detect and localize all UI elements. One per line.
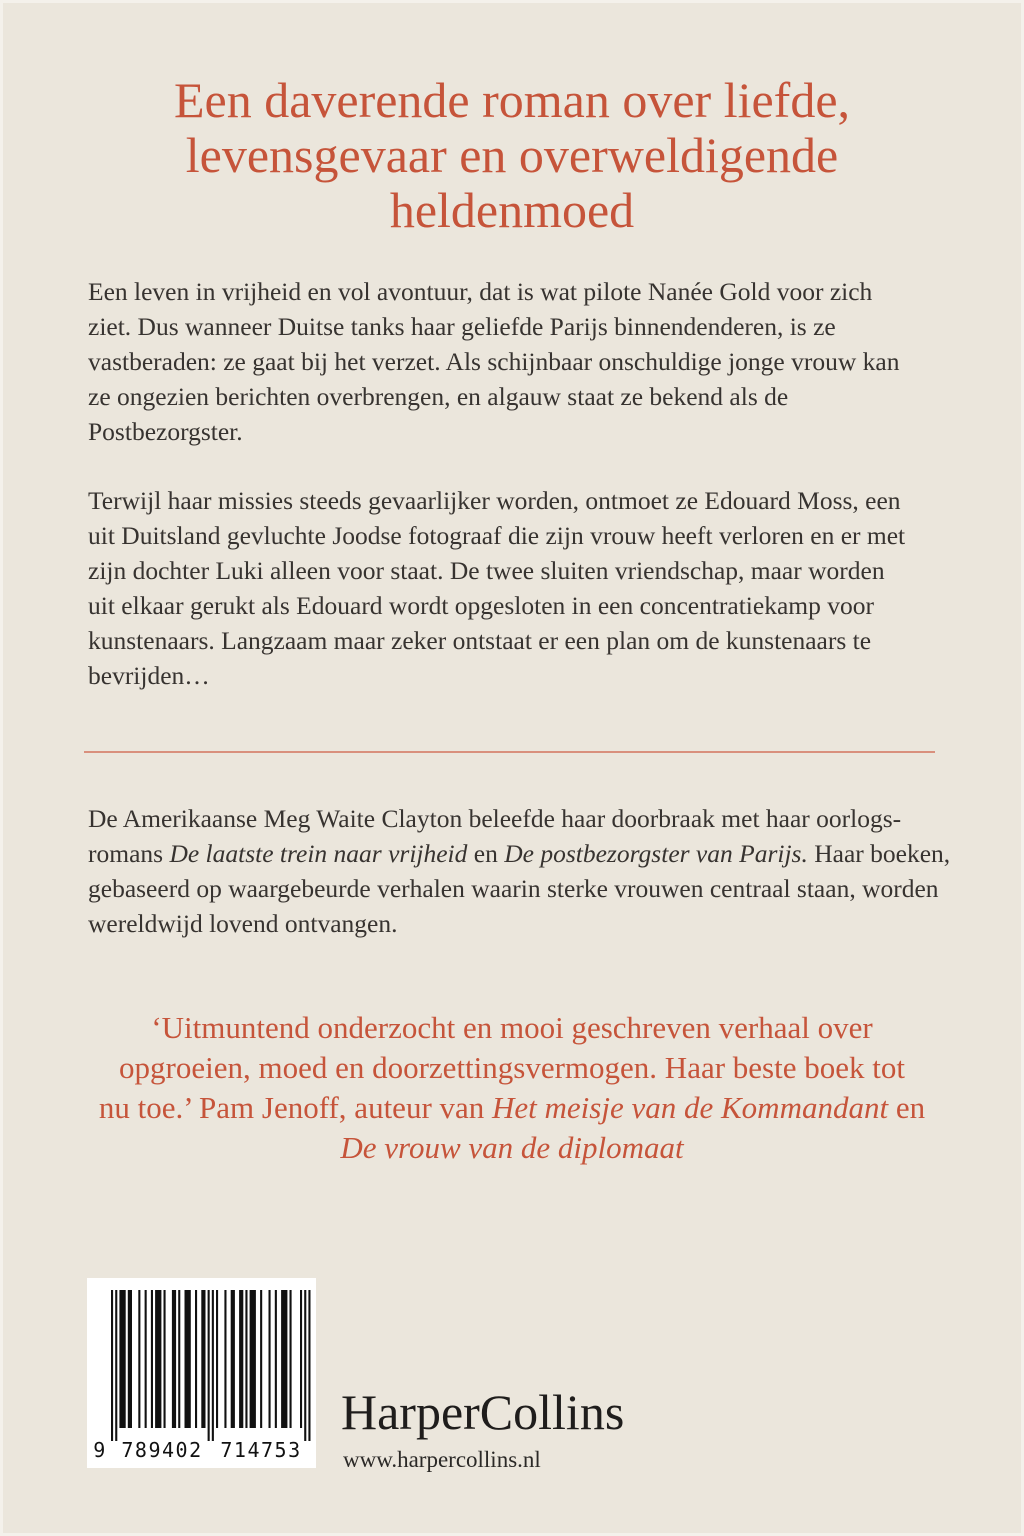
barcode-bar [201,1290,205,1428]
barcode-bar [290,1290,292,1428]
barcode-guard-bar [212,1290,214,1441]
barcode-first-digit: 9 [93,1438,107,1462]
synopsis-line: vastberaden: ze gaat bij het verzet. Als schijnbaar onschuldige jonge vrouw kan [88,347,900,376]
publisher-logo: HarperCollins [341,1384,625,1440]
barcode-bar [195,1290,197,1428]
review-quote [0,1008,1024,1168]
book-title-postbezorgster: De postbezorgster van Parijs. [504,839,808,868]
synopsis-line: ziet. Dus wanneer Duitse tanks haar geliefde Parijs binnendenderen, is ze [88,312,836,341]
synopsis-line: kunstenaars. Langzaam maar zeker ontstaat er een plan om de kunstenaars te [88,626,872,655]
barcode-guard-bar [111,1290,113,1441]
headline-line: Een daverende roman over liefde, [173,72,851,128]
synopsis-line: Een leven in vrijheid en vol avontuur, dat is wat pilote Nanée Gold voor zich [88,277,873,306]
section-divider [84,751,935,753]
synopsis-line: uit Duitsland gevluchte Joodse fotograaf die zijn vrouw heeft verloren en er met [88,521,906,550]
synopsis-line: Postbezorgster. [88,417,243,446]
synopsis-line: ze ongezien berichten overbrengen, en algauw staat ze bekend als de [88,382,789,411]
barcode-bar [231,1290,235,1428]
barcode-bar [151,1290,153,1428]
barcode-bar [138,1290,140,1428]
barcode-bar [300,1290,302,1428]
barcode-bar [172,1290,176,1428]
barcode-bar [239,1290,243,1428]
barcode-bar [275,1290,277,1428]
headline-line: levensgevaar en overweldigende [185,127,839,183]
barcode-bar [128,1290,132,1428]
barcode-bars [111,1290,311,1441]
book-title-diplomaat: De vrouw van de diplomaat [340,1130,684,1165]
synopsis-line: uit elkaar gerukt als Edouard wordt opgesloten in een concentratiekamp voor [88,591,874,620]
barcode-guard-bar [208,1290,210,1441]
headline-line: heldenmoed [389,182,635,238]
quote-line [0,1128,1024,1168]
bio-text-segment: romans [88,839,170,868]
barcode-bar [164,1290,166,1428]
barcode-bar [260,1290,262,1428]
book-title-laatste-trein: De laatste trein naar vrijheid [169,839,468,868]
quote-text-segment: en [888,1090,926,1125]
bio-text-segment: Haar boeken, [807,839,951,868]
synopsis-line: Terwijl haar missies steeds gevaarlijker worden, ontmoet ze Edouard Moss, een [88,486,901,515]
barcode-guard-bar [304,1290,306,1441]
quote-line [0,1088,1024,1128]
barcode-bar [224,1290,226,1428]
barcode-bar [119,1290,125,1428]
barcode-left-digits: 789402 [121,1438,203,1462]
book-title-kommandant: Het meisje van de Kommandant [492,1090,889,1125]
barcode-bar [281,1290,287,1428]
synopsis-paragraph-1 [88,274,968,449]
author-bio-line [88,836,968,871]
headline [0,73,1024,238]
quote-line: opgroeien, moed en doorzettingsvermogen. Haar beste boek tot [119,1050,905,1085]
barcode-bar [245,1290,247,1428]
barcode-bar [250,1290,256,1428]
barcode-guard-bar [115,1290,117,1441]
barcode-bar [145,1290,147,1428]
barcode-right-digits: 714753 [220,1438,302,1462]
barcode-bar [178,1290,180,1428]
author-bio [88,801,968,941]
quote-line: ‘Uitmuntend onderzocht en mooi geschreven verhaal over [151,1010,873,1045]
synopsis-paragraph-2 [88,483,968,693]
barcode-bar [155,1290,161,1428]
synopsis-line: zijn dochter Luki alleen voor staat. De twee sluiten vriendschap, maar worden [88,556,885,585]
barcode-guard-bar [308,1290,310,1441]
barcode-bar [185,1290,191,1428]
barcode-graphic [87,1278,316,1468]
author-bio-line: wereldwijd lovend ontvangen. [88,909,398,938]
synopsis-line: bevrijden… [88,661,210,690]
author-bio-line: gebaseerd op waargebeurde verhalen waarin sterke vrouwen centraal staan, worden [88,874,939,903]
barcode-bar [269,1290,271,1428]
bio-text-segment: en [467,839,505,868]
barcode-bar [216,1290,218,1428]
barcode [87,1278,316,1468]
quote-text-segment: nu toe.’ Pam Jenoff, auteur van [98,1090,493,1125]
author-bio-line: De Amerikaanse Meg Waite Clayton beleefde haar doorbraak met haar oorlogs- [88,804,902,833]
publisher-website: www.harpercollins.nl [343,1447,541,1472]
